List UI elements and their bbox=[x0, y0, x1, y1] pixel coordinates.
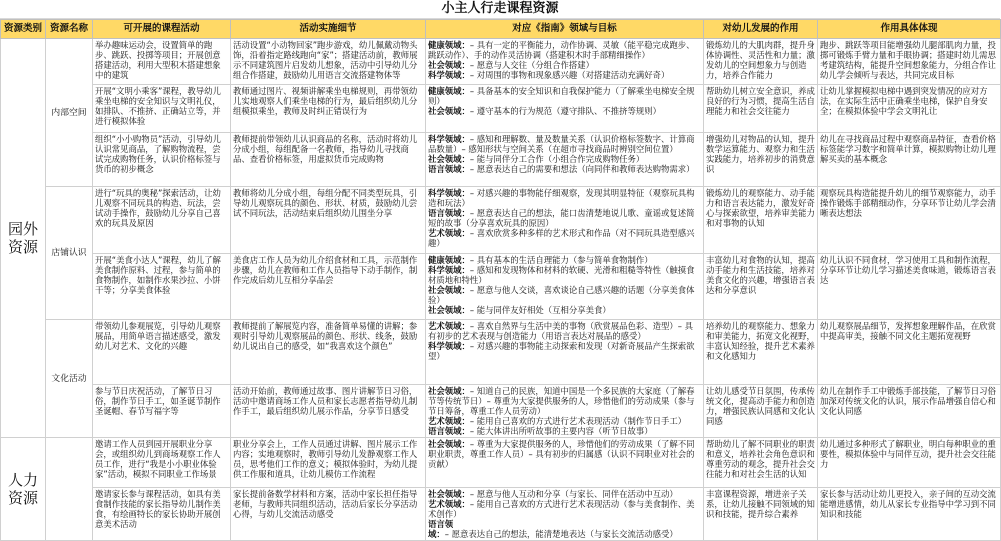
goal-item bbox=[428, 255, 701, 265]
effect-detail-cell: 让幼儿掌握模拟电梯中遇到突发情况的应对方法，在实际生活中正确乘坐电梯，保护自身安全；在模拟体验中学会文明礼让 bbox=[818, 85, 1001, 133]
effect-detail-cell: 幼儿认识不同食材，学习使用工具和制作流程，分享环节让幼儿学习描述美食味道，锻炼语言表达 bbox=[818, 254, 1001, 320]
goal-item bbox=[428, 60, 701, 70]
effect-cell: 培养幼儿的观察能力、想象力和审美能力，拓宽文化视野，丰富认知经验，提升艺术素养和文化感知力 bbox=[704, 320, 818, 385]
resource-name-cell: 文化活动 bbox=[46, 320, 93, 438]
effect-cell: 锻炼幼儿的观察能力、动手能力和语言表达能力，激发好奇心与探索欲望，培养审美能力和对事物的认知 bbox=[704, 187, 818, 254]
effect-detail-cell: 幼儿通过多种形式了解职业，明白每种职业的重要性，模拟体验中与同伴互动，提升社会交往能力 bbox=[818, 438, 1001, 488]
goals-cell bbox=[426, 85, 704, 133]
effect-cell: 帮助幼儿了解不同职业的职责和意义，培养社会角色意识和尊重劳动的观念，提升社会交往能力和对社会生活的认知 bbox=[704, 438, 818, 488]
resource-name-cell: 店铺认识 bbox=[46, 187, 93, 320]
detail-cell: 教师提前带领幼儿认识商品的名称，活动时将幼儿分成小组，每组配备一名教师，指导幼儿寻找商品、查看价格标签，用虚拟货币完成购物 bbox=[231, 133, 426, 187]
goals-cell bbox=[426, 187, 704, 254]
effect-detail-cell: 观察玩具构造能提升幼儿的细节观察能力，动手操作锻炼手部精细动作，分享环节让幼儿学会清晰表达想法 bbox=[818, 187, 1001, 254]
goal-item bbox=[428, 341, 701, 361]
curriculum-table bbox=[0, 19, 1001, 541]
goal-text: – 对周围的事物和现象感兴趣（对搭建活动充满好奇） bbox=[469, 70, 670, 80]
goal-item bbox=[428, 70, 701, 80]
goal-domain-label: 社会领域： bbox=[428, 386, 470, 396]
goal-text: – 能与同伴分工合作（小组合作完成购物任务） bbox=[469, 154, 645, 164]
activity-cell: 邀请家长参与课程活动，如具有美食制作技能的家长指导幼儿制作美食，有绘画特长的家长协助开展创意美术活动 bbox=[93, 488, 231, 541]
detail-cell: 职业分享会上，工作人员通过讲解、图片展示工作内容；实地观察时，教师引导幼儿发静观察工作人员，思考他们工作的意义；模拟体验时，为幼儿提供工作服和道具，让幼儿模仿工作流程 bbox=[231, 438, 426, 488]
activity-cell: 举办趣味运动会，设置简单的跑步、跳跃、投掷等项目；开展创意搭建活动，利用大型积木搭建想象中的建筑 bbox=[93, 39, 231, 85]
goals-cell bbox=[426, 133, 704, 187]
goal-domain-label: 语言领域： bbox=[428, 208, 470, 218]
category-cell: 园外资源 bbox=[1, 39, 46, 438]
goal-item bbox=[428, 416, 701, 426]
table-row bbox=[1, 385, 1001, 438]
goal-domain-label: 健康领域： bbox=[428, 86, 470, 96]
goals-cell bbox=[426, 39, 704, 85]
goal-domain-label: 艺术领域： bbox=[428, 321, 470, 331]
goal-item bbox=[428, 86, 701, 106]
page-title: 小主人行走课程资源 bbox=[0, 0, 1000, 19]
goal-text: – 对感兴趣的事物能主动探索和发现（对新奇展品产生探索欲望） bbox=[428, 341, 695, 361]
goals-cell bbox=[426, 438, 704, 488]
resource-name-cell: 内部空间 bbox=[46, 39, 93, 187]
goal-text: – 感知和理解数、量及数量关系（认识价格标签数字、计算商品数量）– 感知形状与空间关系（在超市寻找商品时辨别空间位置） bbox=[428, 134, 695, 154]
detail-cell: 教师提前了解展览内容，准备简单易懂的讲解；参观时引导幼儿观察展品的颜色、形状、线条，鼓励幼儿说出自己的感受，如“我喜欢这个颜色” bbox=[231, 320, 426, 385]
goals-cell bbox=[426, 320, 704, 385]
goal-domain-label: 社会领域： bbox=[428, 489, 470, 499]
goal-text: – 能与同伴友好相处（互相分享美食） bbox=[469, 305, 611, 315]
header-cell: 活动实施细节 bbox=[231, 20, 426, 39]
goal-item bbox=[428, 426, 701, 436]
goal-text: – 愿意与他人互动和分享（与家长、同伴在活动中互动） bbox=[469, 489, 678, 499]
effect-detail-cell: 幼儿观察展品细节，发挥想象理解作品，在欣赏中提高审美，接触不同文化主题拓宽视野 bbox=[818, 320, 1001, 385]
goal-text: – 尊重为大家提供服务的人，珍惜他们的劳动成果（了解不同职业职责，尊重工作人员）– 具有初步的归属感（认识不同职业对社会的贡献） bbox=[428, 439, 695, 469]
goals-cell bbox=[426, 385, 704, 438]
goal-text: – 具有一定的平衡能力，动作协调、灵敏（能平稳完成跑步、跳跃动作）、手的动作灵活协调（搭建积木时手部精细操作） bbox=[428, 40, 695, 60]
goal-text: – 愿意表达自己的想法，能清楚地表达（与家长交流活动感受） bbox=[444, 529, 678, 539]
header-cell: 资源名称 bbox=[46, 20, 93, 39]
goal-item bbox=[428, 40, 701, 60]
goal-text: – 愿意表达自己的需要和想法（向同伴和教师表达购物需求） bbox=[469, 164, 695, 174]
goal-domain-label: 社会领域： bbox=[428, 60, 470, 70]
goal-item bbox=[428, 321, 701, 341]
goal-domain-label: 科学领域： bbox=[428, 188, 470, 198]
goal-text: – 对感兴趣的事物能仔细观察，发现其明显特征（观察玩具构造和玩法） bbox=[428, 188, 695, 208]
goal-domain-label: 科学领域： bbox=[428, 134, 470, 144]
goal-domain-label: 健康领域： bbox=[428, 255, 470, 265]
goal-domain-label: 社会领域： bbox=[428, 154, 470, 164]
activity-cell: 带领幼儿参观展览，引导幼儿观察展品，用简单语言描述感受，激发幼儿对艺术、文化的兴趣 bbox=[93, 320, 231, 385]
effect-cell: 帮助幼儿树立安全意识，养成良好的行为习惯，提高生活自理能力和社会交往能力 bbox=[704, 85, 818, 133]
goal-domain-label: 科学领域： bbox=[428, 341, 470, 351]
table-row bbox=[1, 488, 1001, 541]
effect-cell: 丰富课程资源，增进亲子关系，让幼儿接触不同领域的知识和技能，提升综合素养 bbox=[704, 488, 818, 541]
table-row bbox=[1, 254, 1001, 320]
detail-cell: 教师通过图片、视频讲解乘坐电梯规则，再带领幼儿实地观察人们乘坐电梯的行为，最后组织幼儿分组模拟乘坐，教师及时纠正错误行为 bbox=[231, 85, 426, 133]
activity-cell: 开展“美食小达人”课程，幼儿了解美食制作原料、过程，参与简单的食物制作，如制作水果沙拉、小饼干等；分享美食体验 bbox=[93, 254, 231, 320]
goal-domain-label: 社会领域： bbox=[428, 285, 470, 295]
detail-cell: 活动开始前，教师通过故事、图片讲解节日习俗，活动中邀请商场工作人员和家长志愿者指导幼儿制作手工，最后组织幼儿展示作品，分享节日感受 bbox=[231, 385, 426, 438]
goal-domain-label: 社会领域： bbox=[428, 305, 470, 315]
effect-detail-cell: 幼儿在寻找商品过程中观察商品特征，查看价格标签能学习数字和简单计算，模拟购物让幼儿理解买卖的基本概念 bbox=[818, 133, 1001, 187]
detail-cell: 教师将幼儿分成小组，每组分配不同类型玩具，引导幼儿观察玩具的颜色、形状、材质，鼓励幼儿尝试不同玩法，活动结束后组织幼儿围坐分享 bbox=[231, 187, 426, 254]
goal-item bbox=[428, 228, 701, 248]
header-cell: 资源类别 bbox=[1, 20, 46, 39]
goal-domain-label: 语言领域： bbox=[428, 164, 470, 174]
goal-domain-label: 科学领域： bbox=[428, 265, 470, 275]
header-cell: 对幼儿发展的作用 bbox=[704, 20, 818, 39]
resource-name-cell bbox=[46, 438, 93, 541]
goal-domain-label: 艺术领域： bbox=[428, 228, 470, 238]
effect-detail-cell: 幼儿在制作手工中锻炼手部技能，了解节日习俗加深对传统文化的认识，展示作品增强自信心和文化认同感 bbox=[818, 385, 1001, 438]
goal-text: – 喜欢欣赏多种多样的艺术形式和作品（对不同玩具造型感兴趣） bbox=[428, 228, 695, 248]
detail-cell: 活动设置“小动物回家”跑步游戏，幼儿佩戴动物头饰，沿着指定路线跑向“家”；搭建活动前，教师展示不同建筑图片启发幼儿想象，活动中引导幼儿分组合作搭建，鼓励幼儿用语言交流搭建物体等 bbox=[231, 39, 426, 85]
activity-cell: 邀请工作人员到园开展职业分享会，或组织幼儿到商场观察工作人员工作，进行“我是小小职业体验家”活动，模拟不同职业工作场景 bbox=[93, 438, 231, 488]
goal-text: – 愿意与人交往（分组合作搭建） bbox=[469, 60, 594, 70]
goal-item bbox=[428, 285, 701, 305]
goal-domain-label: 社会领域： bbox=[428, 439, 470, 449]
goal-domain-label: 艺术领域： bbox=[428, 416, 470, 426]
table-row bbox=[1, 39, 1001, 85]
effect-cell: 让幼儿感受节日氛围，传承传统文化，提高动手能力和创造力，增强民族认同感和文化认同感 bbox=[704, 385, 818, 438]
activity-cell: 参与节日庆祝活动，了解节日习俗，制作节日手工，如圣诞节制作圣诞帽、春节写福字等 bbox=[93, 385, 231, 438]
goal-item bbox=[428, 134, 701, 154]
table-row bbox=[1, 85, 1001, 133]
goal-text: – 感知和发现物体和材料的软硬、光滑和粗糙等特性（触摸食材质地和特性） bbox=[428, 265, 695, 285]
category-cell: 人力资源 bbox=[1, 438, 46, 541]
goal-item bbox=[428, 164, 701, 174]
goal-item bbox=[428, 265, 701, 285]
effect-detail-cell: 跑步、跳跃等项目能增强幼儿腿部肌肉力量，投掷可锻炼手臂力量和手眼协调；搭建时幼儿需思考建筑结构，能提升空间想象能力，分组合作让幼儿学会倾听与表达，共同完成目标 bbox=[818, 39, 1001, 85]
table-row bbox=[1, 320, 1001, 385]
goal-item bbox=[428, 305, 701, 315]
table-row bbox=[1, 438, 1001, 488]
goal-text: – 具备基本的安全知识和自我保护能力（了解乘坐电梯安全规则） bbox=[428, 86, 695, 106]
table-row bbox=[1, 187, 1001, 254]
goal-item bbox=[428, 499, 701, 519]
goal-domain-label: 语言领域： bbox=[428, 426, 470, 436]
effect-detail-cell: 家长参与活动让幼儿更投入，亲子间的互动交流能增进感情，幼儿从家长专业指导中学习到不同知识和技能 bbox=[818, 488, 1001, 541]
activity-cell: 组织“小小购物员”活动，引导幼儿认识常见商品，了解购物流程，尝试完成购物任务，认识价格标签与货币的初步概念 bbox=[93, 133, 231, 187]
goal-item bbox=[428, 519, 701, 539]
header-cell: 作用具体体现 bbox=[818, 20, 1001, 39]
goal-domain-label: 科学领域： bbox=[428, 70, 470, 80]
goal-item bbox=[428, 188, 701, 208]
table-row bbox=[1, 133, 1001, 187]
goal-text: – 遵守基本的行为规范（遵守排队、不推挤等规则） bbox=[469, 106, 661, 116]
goal-item bbox=[428, 386, 701, 416]
goal-domain-label: 健康领域： bbox=[428, 40, 470, 50]
effect-cell: 丰富幼儿对食物的认知，提高动手能力和生活技能，培养对美食文化的兴趣，增强语言表达和分享意识 bbox=[704, 254, 818, 320]
goal-item bbox=[428, 439, 701, 469]
goal-item bbox=[428, 106, 701, 116]
goal-text: – 具有基本的生活自理能力（参与简单食物制作） bbox=[469, 255, 653, 265]
goal-text: – 愿意表达自己的想法，能口齿清楚地说儿歌、童谣或复述简短的故事（分享喜欢玩具的原因） bbox=[428, 208, 695, 228]
detail-cell: 家长提前备数学材料和方案，活动中家长担任指导老师，与教师共同组织活动，活动后家长分享活动心得，与幼儿交流活动感受 bbox=[231, 488, 426, 541]
goal-text: – 愿意与他人交谈，喜欢谈论自己感兴趣的话题（分享美食体验） bbox=[428, 285, 695, 305]
goal-domain-label: 艺术领域： bbox=[428, 499, 470, 509]
goal-text: – 能用自己喜欢的方式进行艺术表现活动（参与美食制作、美术创作） bbox=[428, 499, 695, 519]
header-cell: 可开展的课程活动 bbox=[93, 20, 231, 39]
activity-cell: 开展“文明小乘客”课程，教导幼儿乘坐电梯的安全知识与文明礼仪，如排队、不推挤、正确站立等，并进行模拟体验 bbox=[93, 85, 231, 133]
goals-cell bbox=[426, 488, 704, 541]
header-cell: 对应《指南》领域与目标 bbox=[426, 20, 704, 39]
goal-text: – 能用自己喜欢的方式进行艺术表现活动（制作节日手工） bbox=[469, 416, 687, 426]
goal-item bbox=[428, 208, 701, 228]
goal-domain-label: 语言领域： bbox=[428, 519, 454, 539]
goal-text: – 喜欢自然界与生活中美的事物（欣赏展品色彩、造型）– 具有初步的艺术表现与创造能力（用语言表达对展品的感受） bbox=[428, 321, 693, 341]
activity-cell: 进行“玩具的奥秘”探索活动，让幼儿观察不同玩具的构造、玩法，尝试动手操作，鼓励幼儿分享自己喜欢的玩具及原因 bbox=[93, 187, 231, 254]
goal-domain-label: 社会领域： bbox=[428, 106, 470, 116]
goal-item bbox=[428, 489, 701, 499]
effect-cell: 增强幼儿对物品的认知，提升数学运算能力、观察力和生活实践能力，培养初步的消费意识 bbox=[704, 133, 818, 187]
goal-item bbox=[428, 154, 701, 164]
effect-cell: 锻炼幼儿的大肌肉群，提升身体协调性、灵活性和力量；激发幼儿的空间想象力与创造力，培养合作能力 bbox=[704, 39, 818, 85]
header-row bbox=[1, 20, 1001, 39]
goal-text: – 能大体讲出所听故事的主要内容（听节日故事） bbox=[469, 426, 653, 436]
detail-cell: 美食店工作人员为幼儿介绍食材和工具，示范制作步骤，幼儿在教师和工作人员指导下动手制作，制作完成后幼儿互相分享品尝 bbox=[231, 254, 426, 320]
goals-cell bbox=[426, 254, 704, 320]
goal-text: – 知道自己的民族，知道中国是一个多民族的大家庭（了解春节等传统节日）– 尊重为大家提供服务的人，珍惜他们的劳动成果（参与节日筹备，尊重工作人员劳动） bbox=[428, 386, 695, 416]
